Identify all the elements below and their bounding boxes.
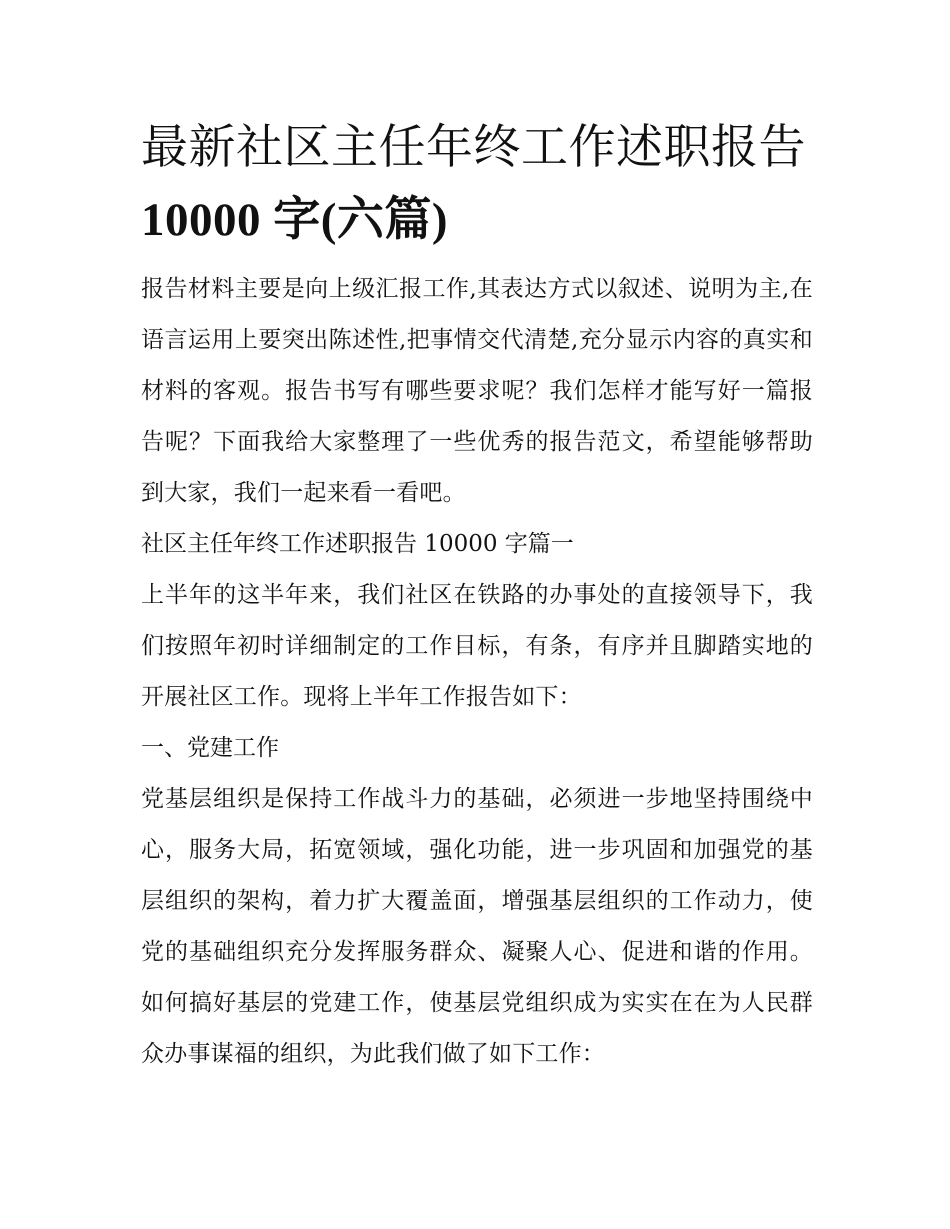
section-heading: 社区主任年终工作述职报告 10000 字篇一 [141, 531, 574, 557]
intro-paragraph: 报告材料主要是向上级汇报工作,其表达方式以叙述、说明为主,在语言运用上要突出陈述性,把事情交代清楚,充分显示内容的真实和材料的客观。报告书写有哪些要求呢？我们怎样才能写好一篇报告呢？下面我给大家整理了一些优秀的报告范文，希望能够帮助到大家，我们一起来看一看吧。 [141, 276, 813, 506]
subheading-party-building: 一、党建工作 [141, 735, 279, 761]
document-body [141, 112, 813, 1080]
document-title [141, 112, 813, 264]
body-paragraph-2: 党基层组织是保持工作战斗力的基础，必须进一步地坚持围绕中心，服务大局，拓宽领域，强化功能，进一步巩固和加强党的基层组织的架构，着力扩大覆盖面，增强基层组织的工作动力，使党的基础组织充分发挥服务群众、凝聚人心、促进和谐的作用。如何搞好基层的党建工作，使基层党组织成为实实在在为人民群众办事谋福的组织，为此我们做了如下工作： [141, 786, 813, 1067]
title-text: 最新社区主任年终工作述职报告 [141, 120, 806, 175]
body-paragraph-1: 上半年的这半年来，我们社区在铁路的办事处的直接领导下，我们按照年初时详细制定的工作目标，有条，有序并且脚踏实地的开展社区工作。现将上半年工作报告如下： [141, 582, 813, 710]
title-suffix: 10000 字(六篇) [141, 194, 449, 246]
